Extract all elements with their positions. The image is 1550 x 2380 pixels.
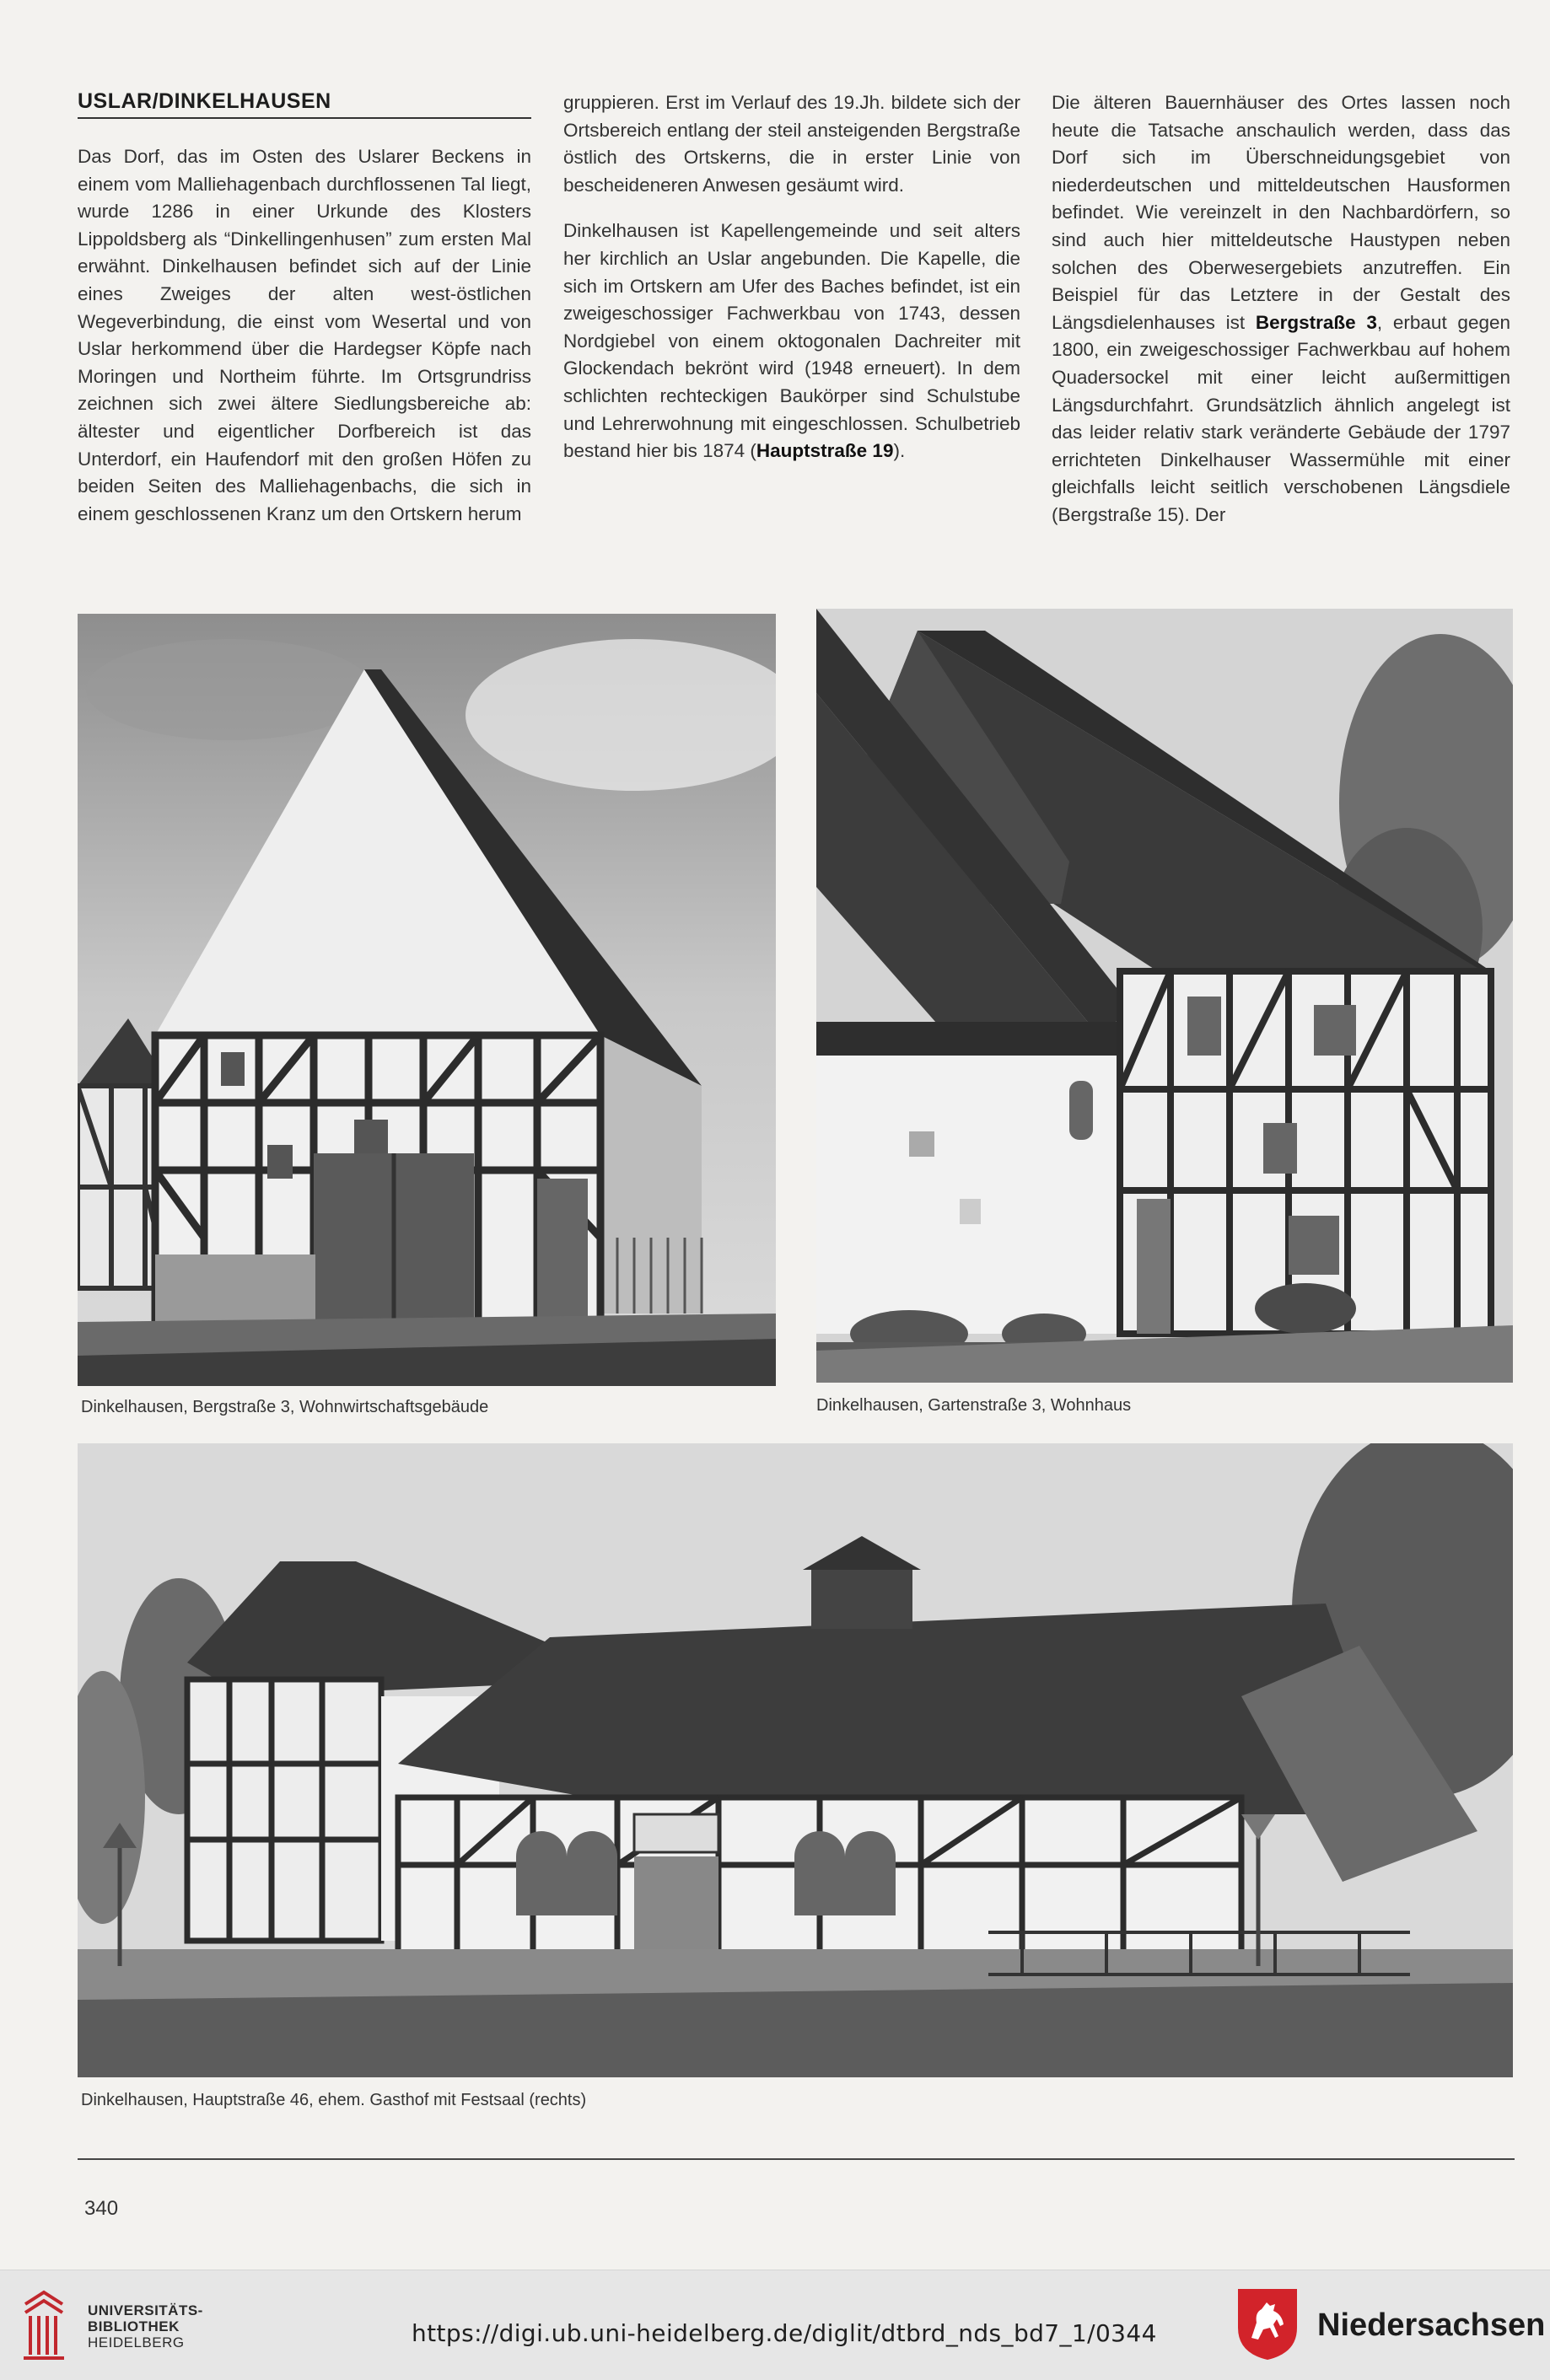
library-name-line: HEIDELBERG [88, 2334, 185, 2350]
ub-heidelberg-logo-icon[interactable] [19, 2287, 69, 2363]
former-inn-with-festsaal-image [78, 1443, 1513, 2077]
half-timbered-house-image [816, 609, 1513, 1383]
paragraph [563, 218, 1020, 465]
paragraph-text: Dinkelhausen ist Kapellengemeinde und seit alters her kirchlich an Uslar angebunden. Die Kapelle, die sich im Ortskern am Ufer des Baches befindet, ist ein zweigeschossiger Fachwerkbau von 1743, dessen Nordgiebel von einem oktogonalen Dachreiter mit Glockendach bekrönt wird (1948 erneuert). In dem schlichten rechteckigen Baukörper sind Schulstube und Lehrerwohnung mit eingeschlossen. Schulbetrieb bestand hier bis 1874 ( [563, 220, 1020, 462]
text-column-2 [563, 89, 1020, 484]
text-column-3 [1052, 89, 1510, 548]
photo-caption: Dinkelhausen, Gartenstraße 3, Wohnhaus [816, 1396, 1132, 1415]
address-reference: Bergstraße 3 [1255, 311, 1377, 333]
niedersachsen-horse-icon[interactable] [1236, 2287, 1299, 2361]
paragraph [1052, 89, 1510, 529]
footer-divider [78, 2158, 1515, 2160]
digitization-footer [0, 2270, 1550, 2380]
photo-caption: Dinkelhausen, Bergstraße 3, Wohnwirtschaftsgebäude [81, 1398, 489, 1416]
paragraph-text: , erbaut gegen 1800, ein zweigeschossiger Fachwerkbau auf hohem Quadersockel mit einer leicht außermittigen Längsdurchfahrt. Grundsätzlich ähnlich angelegt ist das leider relativ stark veränderte Gebäude der 1797 errichteten Dinkelhauser Wassermühle mit einer gleichfalls leicht seitlich verschobenen Längsdiele (Bergstraße 15). Der [1052, 311, 1510, 525]
page-number: 340 [84, 2197, 119, 2220]
photo-gartenstrasse-3 [816, 609, 1513, 1383]
photo-bergstrasse-3 [78, 614, 776, 1386]
page-url-link[interactable]: https://digi.ub.uni-heidelberg.de/diglit/dtbrd_nds_bd7_1/0344 [412, 2319, 1157, 2347]
library-name-line: BIBLIOTHEK [88, 2318, 180, 2334]
paragraph: gruppieren. Erst im Verlauf des 19.Jh. bildete sich der Ortsbereich entlang der steil ansteigenden Bergstraße östlich des Ortskerns, die in erster Linie von bescheideneren Anwesen gesäumt wird. [563, 92, 1020, 196]
paragraph-text: ). [893, 440, 906, 462]
library-name[interactable] [88, 2302, 203, 2350]
half-timbered-barn-image [78, 614, 776, 1386]
paragraph-text: Die älteren Bauernhäuser des Ortes lassen noch heute die Tatsache anschaulich werden, dass das Dorf sich im Überschneidungsgebiet von niederdeutschen und mitteldeutschen Hausformen befindet. Wie vereinzelt in den Nachbardörfern, so sind auch hier mitteldeutsche Haustypen neben solchen des Oberwesergebiets anzutreffen. Ein Beispiel für das Letztere in der Gestalt des Längsdielenhauses ist [1052, 92, 1510, 333]
address-reference: Hauptstraße 19 [756, 440, 894, 462]
library-name-line: UNIVERSITÄTS- [88, 2302, 203, 2318]
photo-caption: Dinkelhausen, Hauptstraße 46, ehem. Gasthof mit Festsaal (rechts) [81, 2091, 587, 2109]
state-name: Niedersachsen [1317, 2307, 1546, 2343]
photo-hauptstrasse-46 [78, 1443, 1513, 2077]
text-column-1 [78, 143, 531, 546]
section-heading: USLAR/DINKELHAUSEN [78, 89, 531, 119]
paragraph: Das Dorf, das im Osten des Uslarer Beckens in einem vom Malliehagenbach durchflossenen Tal liegt, wurde 1286 in einer Urkunde des Klosters Lippoldsberg als “Dinkellingenhusen” zum ersten Mal erwähnt. Dinkelhausen befindet sich auf der Linie eines Zweiges der alten west-östlichen Wegeverbindung, die einst vom Wesertal und von Uslar herkommend über die Hardegser Köpfe nach Moringen und Northeim führte. Im Ortsgrundriss zeichnen sich zwei ältere Siedlungsbereiche ab: ältester und eigentlicher Dorfbereich ist das Unterdorf, ein Haufendorf mit den großen Höfen zu beiden Seiten des Malliehagenbachs, die sich in einem geschlossenen Kranz um den Ortskern herum [78, 146, 531, 524]
